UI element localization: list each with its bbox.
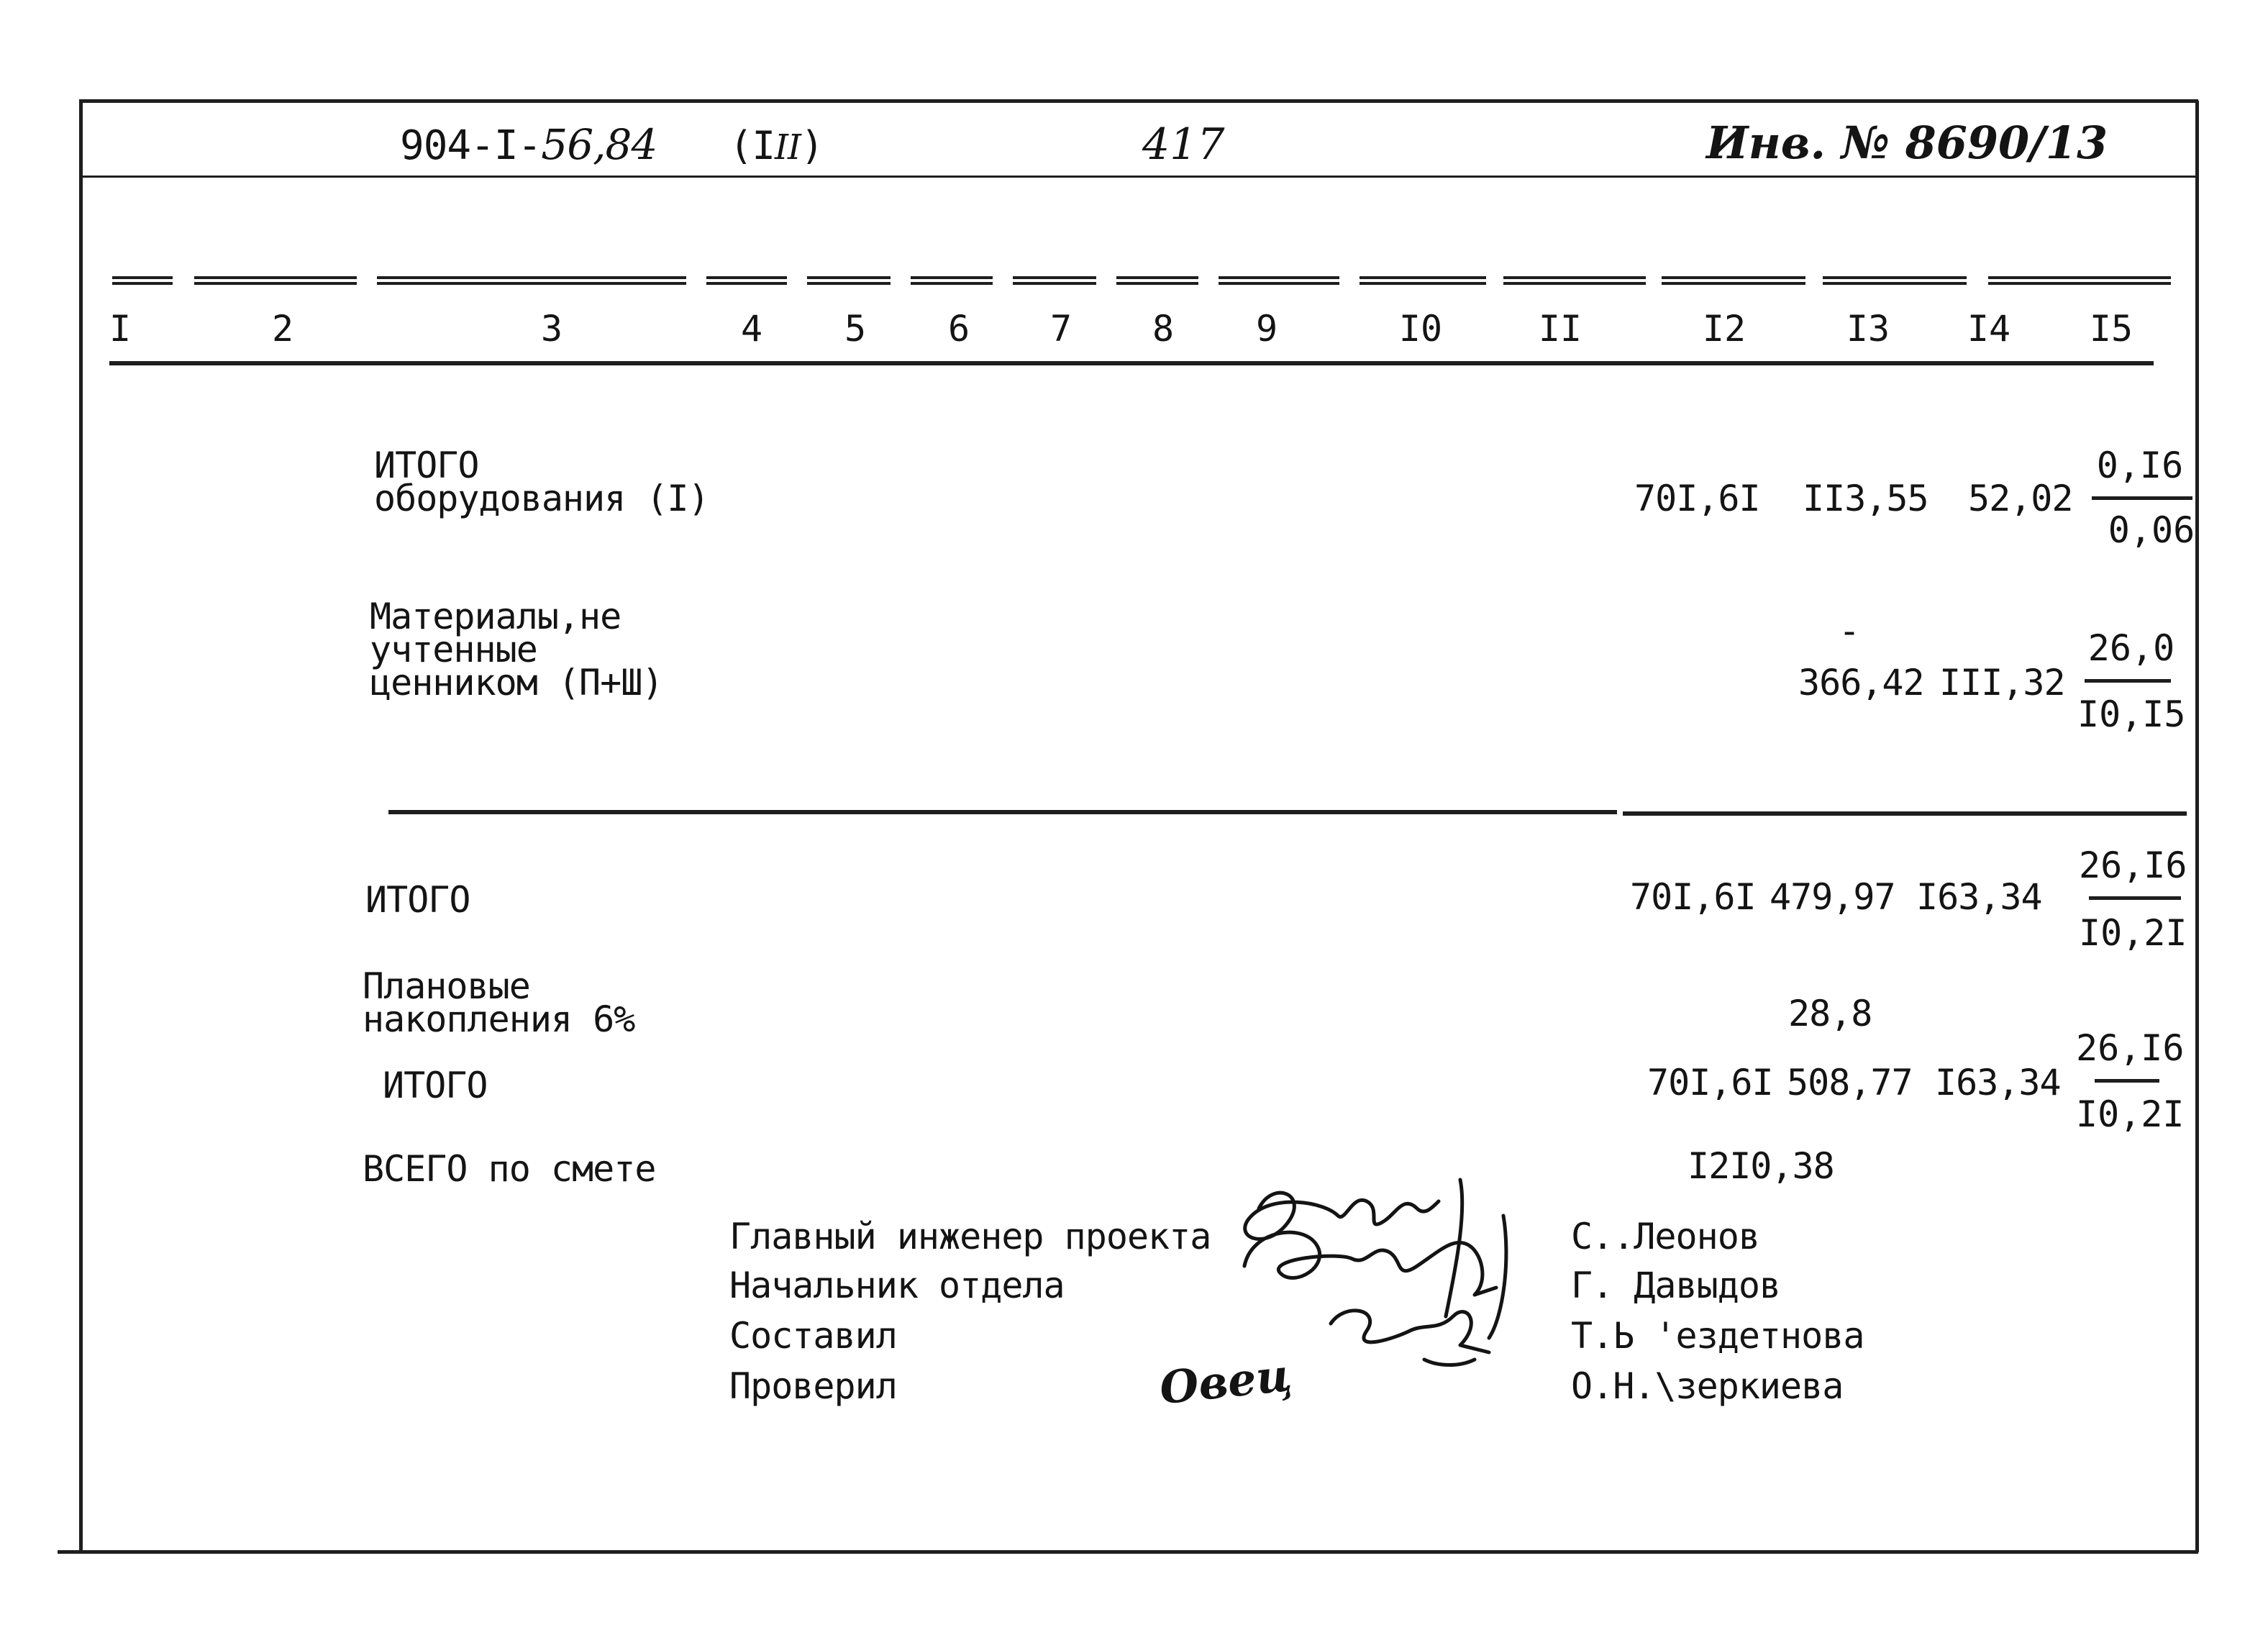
equipment-total-c12: 70I,6I xyxy=(1634,478,1760,519)
col-num-14: I4 xyxy=(1967,308,2011,350)
doc-part-open: (I xyxy=(729,123,775,168)
equipment-total-c15-bottom: 0,06 xyxy=(2108,509,2195,551)
materials-label-3: ценником (П+Ш) xyxy=(370,662,663,704)
total-with-savings-c15-top: 26,I6 xyxy=(2076,1027,2185,1069)
total-label: ИТОГО xyxy=(365,879,470,921)
checker-handwritten-scrawl: Овец xyxy=(1157,1348,1295,1415)
total-c14: I63,34 xyxy=(1916,876,2042,918)
signature-role-checked-by: Проверил xyxy=(729,1365,897,1407)
doc-part-close: ) xyxy=(800,123,824,168)
materials-c14: III,32 xyxy=(1939,662,2065,704)
equipment-total-c15-bar xyxy=(2092,496,2192,500)
col-num-15: I5 xyxy=(2089,308,2133,350)
col-dash-13 xyxy=(1823,276,1967,285)
col-num-5: 5 xyxy=(844,308,867,350)
total-c12: 70I,6I xyxy=(1630,876,1756,918)
equipment-total-label-1: ИТОГО xyxy=(374,445,479,486)
col-dash-3 xyxy=(377,276,686,285)
col-dash-12 xyxy=(1662,276,1805,285)
signature-role-department-head: Начальник отдела xyxy=(729,1265,1065,1306)
col-num-8: 8 xyxy=(1152,308,1175,350)
col-dash-9 xyxy=(1219,276,1339,285)
col-num-11: II xyxy=(1538,308,1582,350)
column-header-rule xyxy=(109,361,2154,365)
materials-c15-bottom: I0,I5 xyxy=(2077,693,2186,735)
col-num-10: I0 xyxy=(1398,308,1443,350)
signature-role-compiled-by: Составил xyxy=(729,1315,897,1357)
doc-code-handwritten: 56,84 xyxy=(541,120,657,169)
doc-part xyxy=(729,123,824,168)
col-dash-2 xyxy=(194,276,357,285)
col-dash-10 xyxy=(1360,276,1486,285)
col-dash-5 xyxy=(807,276,891,285)
total-with-savings-c14: I63,34 xyxy=(1935,1062,2061,1103)
signature-role-chief-engineer: Главный инженер проекта xyxy=(729,1216,1211,1257)
signature-name-chief-engineer: С..Леонов xyxy=(1571,1216,1759,1257)
equipment-total-c14: 52,02 xyxy=(1968,478,2073,519)
frame-top-border xyxy=(79,99,2198,103)
grand-total-label: ВСЕГО по смете xyxy=(363,1148,656,1190)
col-dash-7 xyxy=(1013,276,1096,285)
col-num-13: I3 xyxy=(1846,308,1890,350)
total-with-savings-c13: 508,77 xyxy=(1787,1062,1913,1103)
planned-savings-label-1: Плановые xyxy=(363,965,530,1007)
total-c13: 479,97 xyxy=(1770,876,1895,918)
planned-savings-label-2: накопления 6% xyxy=(363,998,635,1040)
materials-c15-bar xyxy=(2085,679,2171,683)
total-with-savings-c12: 70I,6I xyxy=(1647,1062,1773,1103)
frame-right-border xyxy=(2195,101,2199,1552)
col-num-2: 2 xyxy=(271,308,294,350)
col-dash-11 xyxy=(1503,276,1646,285)
col-dash-4 xyxy=(706,276,787,285)
total-c15-bar xyxy=(2089,896,2181,900)
equipment-total-c13: II3,55 xyxy=(1803,478,1928,519)
signature-name-compiled-by: Т.Ь 'ездетнова xyxy=(1571,1315,1864,1357)
signature-name-department-head: Г. Давыдов xyxy=(1571,1265,1781,1306)
signature-name-checked-by: О.Н.\зеркиева xyxy=(1571,1365,1844,1407)
doc-code-prefix: 904-I- xyxy=(400,122,542,169)
frame-left-border xyxy=(79,99,83,1554)
col-num-4: 4 xyxy=(740,308,763,350)
col-num-9: 9 xyxy=(1255,308,1278,350)
col-dash-8 xyxy=(1116,276,1198,285)
planned-savings-c13: 28,8 xyxy=(1788,993,1872,1034)
materials-c15-top: 26,0 xyxy=(2087,627,2175,669)
total-with-savings-c15-bar xyxy=(2095,1079,2159,1083)
col-num-12: I2 xyxy=(1702,308,1746,350)
equipment-total-label-2: оборудования (I) xyxy=(374,478,709,519)
section-divider-left xyxy=(388,810,1617,814)
col-num-7: 7 xyxy=(1049,308,1072,350)
grand-total-value: I2I0,38 xyxy=(1688,1145,1834,1187)
materials-label-2: учтенные xyxy=(370,629,537,670)
col-num-1: I xyxy=(109,308,132,350)
col-num-6: 6 xyxy=(947,308,970,350)
materials-label-1: Материалы,не xyxy=(370,596,621,637)
doc-code xyxy=(400,120,657,169)
equipment-total-c15-top: 0,I6 xyxy=(2096,445,2184,486)
col-dash-14 xyxy=(1988,276,2171,285)
total-c15-bottom: I0,2I xyxy=(2079,912,2187,954)
total-with-savings-label: ИТОГО xyxy=(383,1065,488,1106)
page-number: 417 xyxy=(1142,119,1225,170)
total-with-savings-c15-bottom: I0,2I xyxy=(2076,1093,2185,1135)
header-divider xyxy=(81,176,2197,178)
col-dash-1 xyxy=(112,276,173,285)
materials-c13: 366,42 xyxy=(1798,662,1924,704)
section-divider-right xyxy=(1623,811,2187,816)
frame-bottom-border xyxy=(58,1550,2198,1554)
col-num-3: 3 xyxy=(540,308,563,350)
col-dash-6 xyxy=(911,276,993,285)
total-c15-top: 26,I6 xyxy=(2079,845,2187,886)
inventory-number: Инв. № 8690/13 xyxy=(1706,117,2108,169)
doc-part-hand: II xyxy=(775,127,801,168)
materials-c13-dash: - xyxy=(1839,610,1860,652)
